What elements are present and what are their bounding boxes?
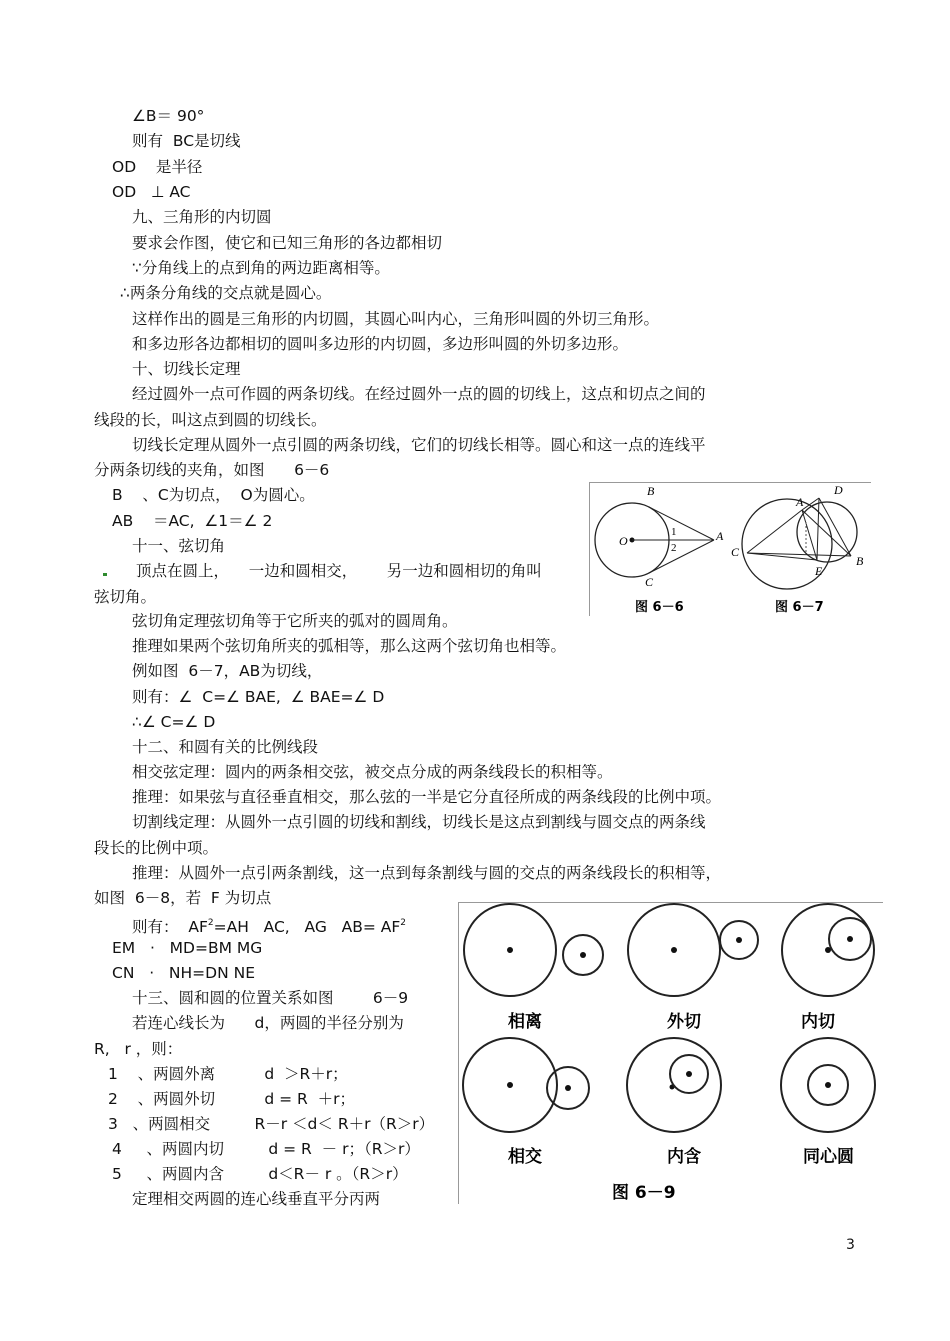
text-line: 4 、两圆内切 d = R － r；（R＞r）: [112, 1140, 420, 1158]
text-line: OD ⊥ AC: [112, 183, 191, 201]
formula-mid: =AH AC, AG AB= AF: [213, 918, 401, 936]
line-DE: [817, 498, 819, 560]
text-line: B 、C为切点， O为圆心。: [112, 486, 315, 504]
section-heading: 十二、和圆有关的比例线段: [132, 738, 319, 756]
text-line: 这样作出的圆是三角形的内切圆，其圆心叫内心，三角形叫圆的外切三角形。: [132, 310, 660, 328]
label-contained: 内含: [667, 1147, 701, 1167]
text-line: 切割线定理：从圆外一点引圆的切线和割线，切线长是这点到割线与圆交点的两条线: [132, 813, 706, 831]
text-line: 2 、两圆外切 d = R ＋r；: [108, 1090, 356, 1108]
formula-lead: 则有： AF: [132, 918, 208, 936]
center-point: [736, 937, 742, 943]
text-line: 定理相交两圆的连心线垂直平分丙两: [132, 1190, 381, 1208]
text-line: ∵分角线上的点到角的两边距离相等。: [132, 259, 390, 277]
text-line: ∠B＝ 90°: [132, 107, 205, 125]
section-heading: 十三、圆和圆的位置关系如图 6－9: [132, 989, 409, 1007]
diagram-contained: [627, 1038, 721, 1167]
text-line: 5 、两圆内含 d＜R－ r 。（R＞r）: [112, 1165, 408, 1183]
text-line: 如图 6－8，若 F 为切点: [94, 889, 272, 907]
figure-6-6: [595, 484, 724, 615]
text-line: 若连心线长为 d，两圆的半径分别为: [132, 1014, 404, 1032]
text-line: 推理：从圆外一点引两条割线，这一点到每条割线与圆的交点的两条线段长的积相等，: [132, 864, 722, 882]
label-D: D: [834, 483, 843, 497]
label-E: E: [815, 564, 823, 578]
label-O: O: [619, 534, 628, 548]
section-heading: 十一、弦切角: [132, 537, 226, 555]
text-line: CN · NH=DN NE: [112, 964, 255, 982]
formula-line: [132, 913, 406, 937]
center-point: [671, 947, 677, 953]
diagram-separate: [464, 904, 603, 1032]
diagram-externally-tangent: [628, 904, 758, 1032]
figure-6-7: [731, 483, 864, 615]
text-line: 推理：如果弦与直径垂直相交，那么弦的一半是它分直径所成的两条线段的比例中项。: [132, 788, 722, 806]
label-separate: 相离: [508, 1012, 542, 1032]
text-line: EM · MD=BM MG: [112, 939, 263, 957]
diagram-intersecting: [463, 1038, 589, 1167]
section-heading: 十、切线长定理: [132, 360, 241, 378]
figure-6-6-6-7: [589, 482, 871, 616]
tangent-AB: [649, 507, 714, 540]
label-B: B: [647, 484, 655, 498]
formula-exponent: 2: [207, 918, 214, 928]
label-internally-tangent: 内切: [801, 1012, 835, 1032]
label-C: C: [645, 575, 654, 589]
page-number: 3: [846, 1237, 855, 1253]
line-CA: [747, 510, 802, 553]
text-line: ∴∠ C=∠ D: [132, 713, 216, 731]
center-point: [507, 1082, 513, 1088]
center-point: [847, 936, 853, 942]
label-1: 1: [671, 526, 677, 538]
figure-6-9: [458, 902, 883, 1204]
text-line: OD 是半径: [112, 158, 203, 176]
label-A: A: [796, 495, 804, 509]
text-line: 则有：∠ C=∠ BAE, ∠ BAE=∠ D: [132, 688, 385, 706]
label-C: C: [731, 545, 740, 559]
diagram-internally-tangent: [782, 904, 874, 1032]
center-point: [580, 952, 586, 958]
stray-mark: [103, 573, 107, 576]
text-line: 弦切角定理弦切角等于它所夹的弧对的圆周角。: [132, 612, 458, 630]
text-line: 顶点在圆上， 一边和圆相交， 另一边和圆相切的角叫: [136, 562, 542, 580]
text-line: 3 、两圆相交 R－r ＜d＜ R＋r（R＞r）: [108, 1115, 435, 1133]
text-line: ∴两条分角线的交点就是圆心。: [120, 284, 332, 302]
section-heading: 九、三角形的内切圆: [132, 208, 272, 226]
text-line: 线段的长，叫这点到圆的切线长。: [94, 411, 327, 429]
label-B: B: [856, 554, 864, 568]
caption-6-9: 图 6－9: [612, 1183, 676, 1203]
text-line: 段长的比例中项。: [94, 839, 219, 857]
text-line: 例如图 6－7，AB为切线，: [132, 662, 323, 680]
text-line: 经过圆外一点可作圆的两条切线。在经过圆外一点的圆的切线上，这点和切点之间的: [132, 385, 706, 403]
text-line: 要求会作图，使它和已知三角形的各边都相切: [132, 234, 443, 252]
label-intersecting: 相交: [508, 1147, 542, 1167]
center-point: [686, 1071, 692, 1077]
text-line: R, r ，则：: [94, 1040, 183, 1058]
text-line: 和多边形各边都相切的圆叫多边形的内切圆，多边形叫圆的外切多边形。: [132, 335, 629, 353]
label-2: 2: [671, 542, 677, 554]
text-line: 切线长定理从圆外一点引圆的两条切线，它们的切线长相等。圆心和这一点的连线平: [132, 436, 706, 454]
diagram-concentric: [781, 1038, 875, 1167]
caption-6-6: 图 6－6: [635, 600, 684, 615]
formula-exponent: 2: [400, 918, 407, 928]
label-concentric: 同心圆: [803, 1147, 854, 1167]
text-line: 1 、两圆外离 d ＞R＋r；: [108, 1065, 348, 1083]
text-line: 相交弦定理：圆内的两条相交弦，被交点分成的两条线段长的积相等。: [132, 763, 613, 781]
line-DB: [819, 498, 851, 556]
text-line: 弦切角。: [94, 588, 157, 606]
text-line: 分两条切线的夹角，如图 6－6: [94, 461, 330, 479]
caption-6-7: 图 6－7: [775, 600, 824, 615]
center-point: [565, 1085, 571, 1091]
label-A: A: [716, 529, 724, 543]
text-line: AB ＝AC, ∠1＝∠ 2: [112, 512, 273, 530]
center-point: [507, 947, 513, 953]
text-line: 则有 BC是切线: [132, 132, 241, 150]
label-externally-tangent: 外切: [667, 1012, 701, 1032]
center-point: [825, 1082, 831, 1088]
text-line: 推理如果两个弦切角所夹的弧相等，那么这两个弦切角也相等。: [132, 637, 567, 655]
tangent-AC: [649, 540, 714, 573]
